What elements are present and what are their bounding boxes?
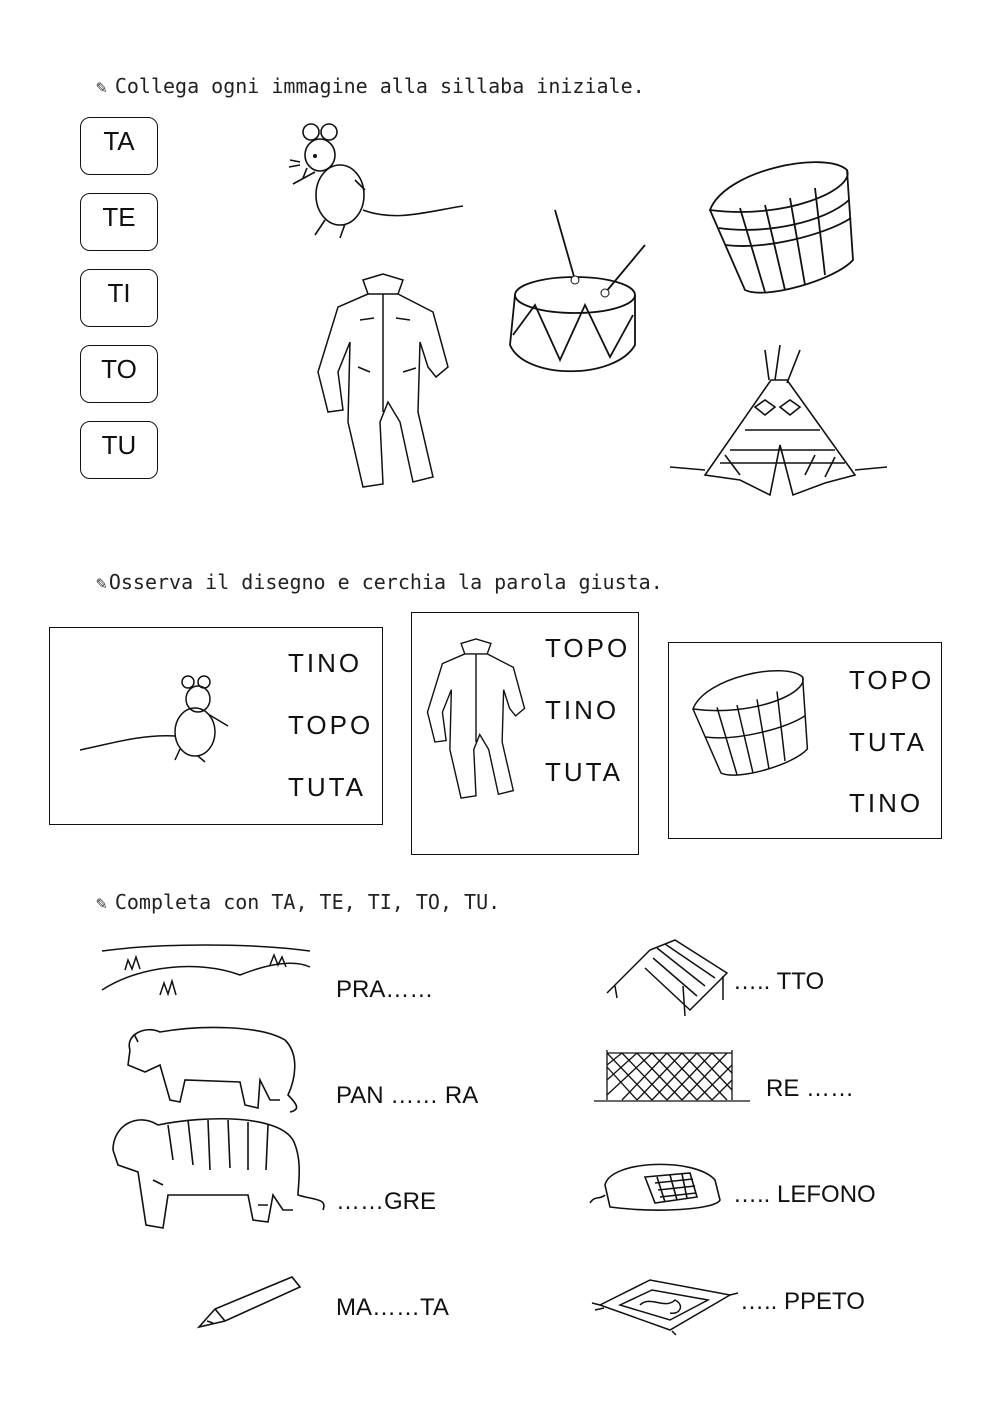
word-option[interactable]: TUTA (288, 772, 366, 802)
pencil-icon: ✎ (96, 573, 107, 594)
word-option[interactable]: TUTA (849, 727, 927, 757)
roof-picture (605, 938, 730, 1018)
word-option[interactable]: TINO (545, 695, 620, 725)
mouse-picture[interactable] (285, 120, 465, 240)
meadow-picture (100, 945, 312, 1000)
fill-in-prato[interactable]: PRA…… (336, 976, 434, 1003)
word-option[interactable]: TOPO (545, 633, 631, 663)
teepee-picture[interactable] (665, 345, 890, 505)
fill-in-matita[interactable]: MA……TA (336, 1294, 449, 1321)
panther-picture (120, 1020, 305, 1115)
word-choice-box-tub (668, 642, 942, 839)
instruction-1-text: Collega ogni immagine alla sillaba iniziale. (114, 74, 645, 98)
word-option[interactable]: TOPO (849, 665, 935, 695)
tub-picture (689, 661, 809, 781)
word-option[interactable]: TINO (849, 788, 924, 818)
syllable-box-tu[interactable]: TU (80, 421, 158, 479)
word-option[interactable]: TUTA (545, 757, 623, 787)
instruction-3-text: Completa con TA, TE, TI, TO, TU. (114, 890, 501, 914)
pencil-icon: ✎ (96, 893, 107, 914)
fill-in-tigre[interactable]: ……GRE (336, 1188, 437, 1215)
word-choice-box-mouse (49, 627, 383, 825)
fill-in-tetto[interactable]: ….. TTO (733, 968, 825, 995)
fill-in-tappeto[interactable]: ….. PPETO (740, 1288, 865, 1315)
fill-in-telefono[interactable]: ….. LEFONO (733, 1181, 876, 1208)
overalls-picture (420, 629, 532, 814)
instruction-3 (96, 890, 500, 914)
drum-picture[interactable] (505, 205, 650, 380)
syllable-box-ta[interactable]: TA (80, 117, 158, 175)
telephone-picture (585, 1155, 725, 1215)
net-picture (592, 1045, 752, 1105)
tub-picture[interactable] (705, 150, 855, 300)
word-option[interactable]: TOPO (288, 710, 374, 740)
tiger-picture (108, 1110, 328, 1235)
instruction-1 (96, 74, 645, 98)
word-option[interactable]: TINO (288, 648, 363, 678)
instruction-2-text: Osserva il disegno e cerchia la parola giusta. (108, 570, 663, 594)
pencil-picture (197, 1275, 302, 1330)
syllable-box-ti[interactable]: TI (80, 269, 158, 327)
mouse-picture (80, 674, 240, 764)
carpet-picture (590, 1275, 740, 1335)
overalls-picture[interactable] (308, 272, 458, 497)
instruction-2 (96, 570, 663, 594)
fill-in-rete[interactable]: RE …… (766, 1075, 855, 1102)
syllable-box-te[interactable]: TE (80, 193, 158, 251)
syllable-box-to[interactable]: TO (80, 345, 158, 403)
word-choice-box-overalls (411, 612, 639, 855)
fill-in-pantera[interactable]: PAN …… RA (336, 1082, 479, 1109)
pencil-icon: ✎ (96, 77, 107, 98)
